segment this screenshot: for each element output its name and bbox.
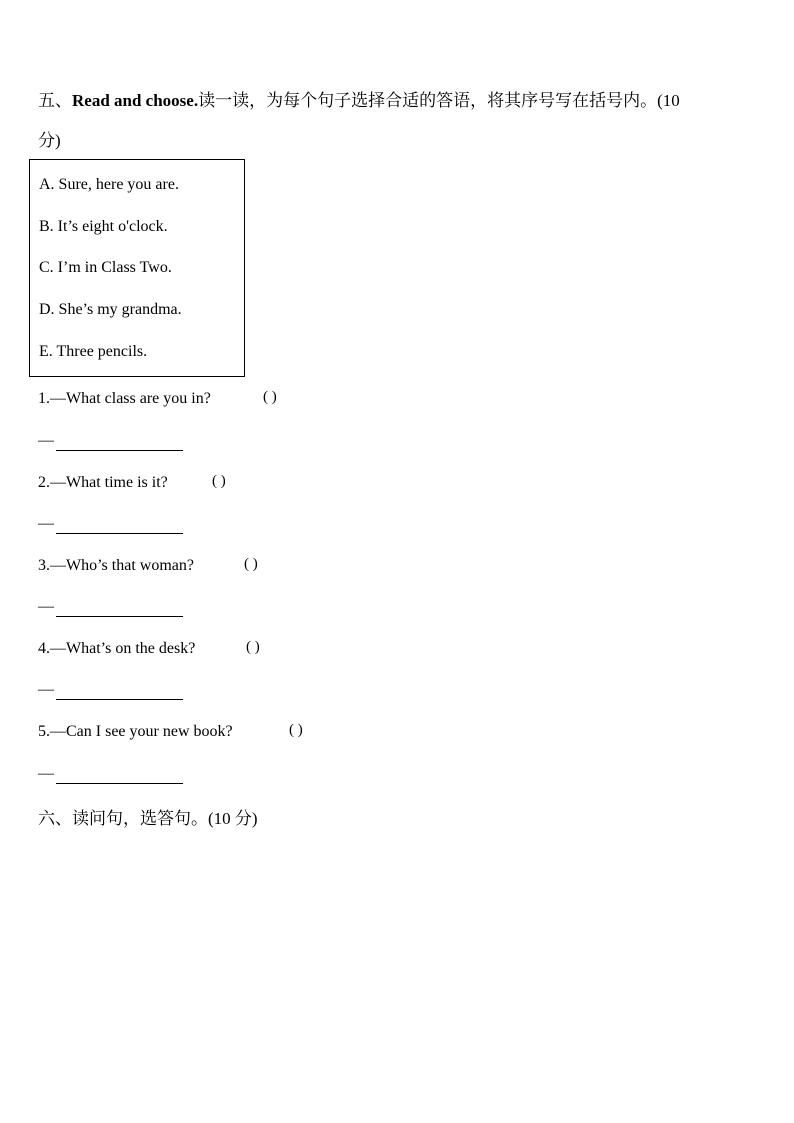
section6-heading: 六、读问句，选答句。(10 分) (38, 809, 258, 828)
option-b: B. It’s eight o'clock. (39, 218, 168, 235)
section5-instruction: 读一读，为每个句子选择合适的答语，将其序号写在括号内。(10 (198, 91, 680, 110)
question-4-answer-line[interactable] (56, 699, 183, 700)
question-4: 4.—What’s on the desk? (38, 640, 196, 657)
question-5: 5.—Can I see your new book? (38, 723, 233, 740)
option-e: E. Three pencils. (39, 343, 148, 360)
question-5-answer-line[interactable] (56, 783, 183, 784)
answer-options-box (29, 159, 245, 377)
option-c: C. I’m in Class Two. (39, 259, 172, 276)
question-4-answer-parens[interactable]: ( ) (246, 639, 260, 655)
section5-instruction-continued: 分) (38, 131, 61, 150)
question-3: 3.—Who’s that woman? (38, 557, 194, 574)
question-3-answer-line[interactable] (56, 616, 183, 617)
option-d: D. She’s my grandma. (39, 301, 182, 318)
question-2-answer-parens[interactable]: ( ) (212, 473, 226, 489)
question-2-answer-dash: — (38, 515, 54, 532)
question-1-answer-parens[interactable]: ( ) (263, 389, 277, 405)
section5-heading (38, 86, 680, 111)
question-4-answer-dash: — (38, 681, 54, 698)
option-a: A. Sure, here you are. (39, 176, 179, 193)
question-2: 2.—What time is it? (38, 474, 168, 491)
section5-number: 五、 (38, 91, 72, 110)
question-1-answer-line[interactable] (56, 450, 183, 451)
question-5-answer-dash: — (38, 765, 54, 782)
question-3-answer-dash: — (38, 598, 54, 615)
question-5-answer-parens[interactable]: ( ) (289, 722, 303, 738)
section5-title-en: Read and choose. (72, 91, 199, 110)
question-2-answer-line[interactable] (56, 533, 183, 534)
question-1: 1.—What class are you in? (38, 390, 211, 407)
question-1-answer-dash: — (38, 432, 54, 449)
question-3-answer-parens[interactable]: ( ) (244, 556, 258, 572)
